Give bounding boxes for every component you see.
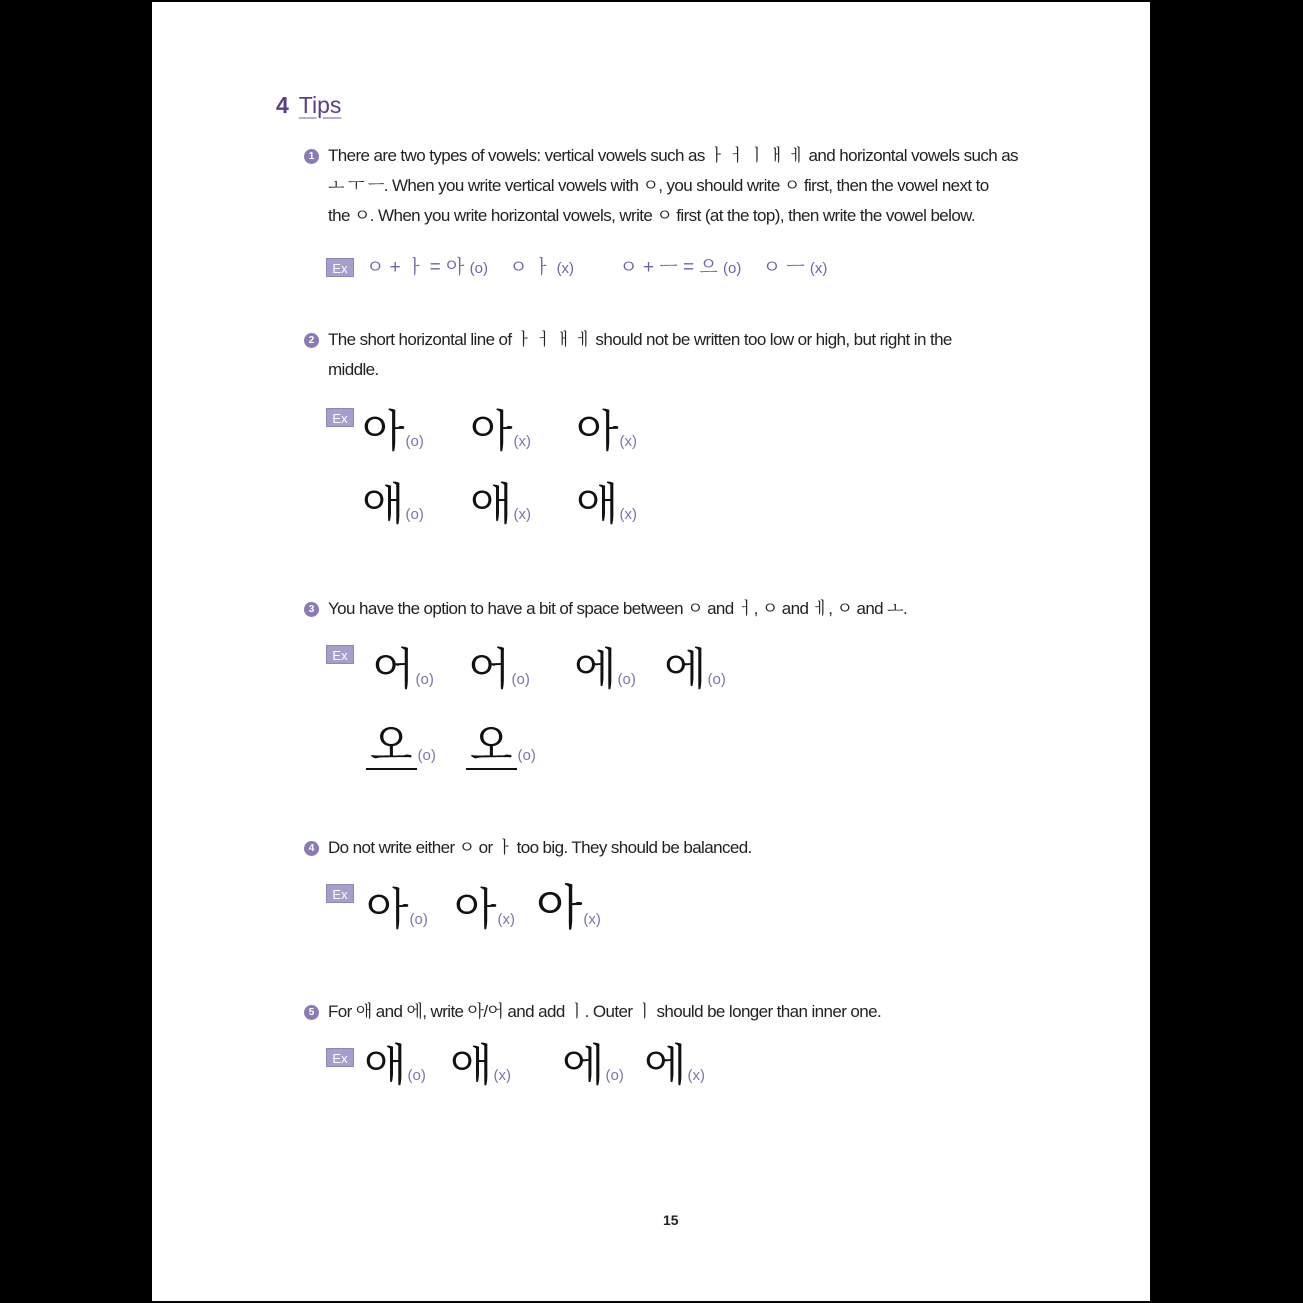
tip-line: the ㅇ. When you write horizontal vowels, write ㅇ first (at the top), then write the vowel below. bbox=[328, 206, 976, 225]
tip-line: You have the option to have a bit of space between ㅇ and ㅓ, ㅇ and ㅔ, ㅇ and ㅗ. bbox=[328, 599, 908, 618]
tip-1-text bbox=[328, 141, 1018, 231]
example-syllable bbox=[536, 880, 601, 936]
correct-mark: (o) bbox=[605, 1067, 624, 1084]
tip-5-number: 5 bbox=[304, 1005, 319, 1020]
example-syllable bbox=[466, 720, 536, 771]
ex-badge: Ex bbox=[326, 884, 354, 903]
wrong-mark: (x) bbox=[493, 1067, 512, 1084]
tip-line: The short horizontal line of ㅏ ㅓ ㅐ ㅔ should not be written too low or high, but right in the bbox=[328, 330, 952, 349]
tip-2-number: 2 bbox=[304, 333, 319, 348]
correct-mark: (o) bbox=[417, 747, 436, 764]
correct-mark: (o) bbox=[405, 433, 424, 450]
tip-5-text bbox=[328, 997, 881, 1027]
wrong-mark: (x) bbox=[513, 506, 532, 523]
example-syllable bbox=[574, 644, 636, 695]
syllable: 아 bbox=[470, 406, 513, 457]
correct-mark: (o) bbox=[511, 671, 530, 688]
correct-mark: (o) bbox=[617, 671, 636, 688]
correct-mark: (o) bbox=[415, 671, 434, 688]
example-syllable bbox=[372, 644, 434, 695]
tip-1-example-line bbox=[366, 252, 827, 279]
tip-line: middle. bbox=[328, 360, 379, 379]
example-syllable bbox=[362, 479, 424, 530]
wrong-mark: (x) bbox=[513, 433, 532, 450]
example-syllable bbox=[468, 644, 530, 695]
page-number: 15 bbox=[663, 1212, 679, 1228]
section-number: 4 bbox=[276, 92, 289, 118]
syllable: 애 bbox=[470, 479, 513, 530]
syllable: 에 bbox=[574, 644, 617, 695]
correct-mark: (o) bbox=[707, 671, 726, 688]
tip-4-number: 4 bbox=[304, 841, 319, 856]
wrong-mark: (x) bbox=[583, 911, 601, 928]
correct-mark: (o) bbox=[517, 747, 536, 764]
section-title: Tips bbox=[298, 92, 342, 118]
example-syllable bbox=[366, 720, 436, 771]
correct-mark: (o) bbox=[409, 911, 428, 928]
example-syllable bbox=[562, 1040, 624, 1091]
example-wrong: ㅇ ㅏ bbox=[509, 257, 552, 278]
example-syllable bbox=[450, 1040, 512, 1091]
syllable: 아 bbox=[362, 406, 405, 457]
syllable: 오 bbox=[466, 724, 517, 770]
syllable: 애 bbox=[576, 479, 619, 530]
example-syllable bbox=[470, 406, 532, 457]
wrong-mark: (x) bbox=[809, 260, 828, 277]
syllable: 아 bbox=[366, 884, 409, 935]
correct-mark: (o) bbox=[405, 506, 424, 523]
wrong-mark: (x) bbox=[556, 260, 575, 277]
correct-mark: (o) bbox=[723, 260, 742, 277]
example-wrong: ㅇ ㅡ bbox=[762, 257, 805, 278]
section-heading bbox=[276, 92, 341, 119]
ex-badge: Ex bbox=[326, 1048, 354, 1067]
ex-badge: Ex bbox=[326, 645, 354, 664]
wrong-mark: (x) bbox=[687, 1067, 706, 1084]
textbook-page bbox=[152, 2, 1150, 1301]
tip-line: ㅗ ㅜ ㅡ. When you write vertical vowels with ㅇ, you should write ㅇ first, then the vowel next to bbox=[328, 176, 989, 195]
syllable: 오 bbox=[366, 724, 417, 770]
ex-badge: Ex bbox=[326, 408, 354, 427]
syllable: 아 bbox=[536, 880, 583, 936]
tip-3-text bbox=[328, 594, 907, 624]
tip-4-text bbox=[328, 833, 752, 863]
syllable: 에 bbox=[644, 1040, 687, 1091]
example-syllable bbox=[366, 884, 428, 935]
syllable: 어 bbox=[468, 644, 511, 695]
wrong-mark: (x) bbox=[619, 506, 638, 523]
example-formula: ㅇ + ㅡ = 으 bbox=[619, 257, 718, 278]
example-formula: ㅇ + ㅏ = 아 bbox=[366, 257, 465, 278]
syllable: 애 bbox=[450, 1040, 493, 1091]
example-syllable bbox=[576, 479, 638, 530]
tip-1-number: 1 bbox=[304, 149, 319, 164]
syllable: 아 bbox=[454, 884, 497, 935]
syllable: 애 bbox=[362, 479, 405, 530]
example-syllable bbox=[454, 884, 516, 935]
example-syllable bbox=[644, 1040, 706, 1091]
tip-line: Do not write either ㅇ or ㅏ too big. They should be balanced. bbox=[328, 838, 752, 857]
example-syllable bbox=[664, 644, 726, 695]
correct-mark: (o) bbox=[469, 260, 488, 277]
tip-line: For 애 and 에, write 아/어 and add ㅣ. Outer ㅣ should be longer than inner one. bbox=[328, 1002, 882, 1021]
wrong-mark: (x) bbox=[619, 433, 638, 450]
tip-line: There are two types of vowels: vertical vowels such as ㅏ ㅓ ㅣ ㅐ ㅔ and horizontal vowels such as bbox=[328, 146, 1018, 165]
syllable: 애 bbox=[364, 1040, 407, 1091]
example-syllable bbox=[364, 1040, 426, 1091]
syllable: 어 bbox=[372, 644, 415, 695]
example-syllable bbox=[470, 479, 532, 530]
syllable: 에 bbox=[664, 644, 707, 695]
correct-mark: (o) bbox=[407, 1067, 426, 1084]
example-syllable bbox=[362, 406, 424, 457]
tip-3-number: 3 bbox=[304, 602, 319, 617]
ex-badge: Ex bbox=[326, 258, 354, 277]
example-syllable bbox=[576, 406, 638, 457]
syllable: 에 bbox=[562, 1040, 605, 1091]
syllable: 아 bbox=[576, 406, 619, 457]
wrong-mark: (x) bbox=[497, 911, 516, 928]
tip-2-text bbox=[328, 325, 952, 385]
